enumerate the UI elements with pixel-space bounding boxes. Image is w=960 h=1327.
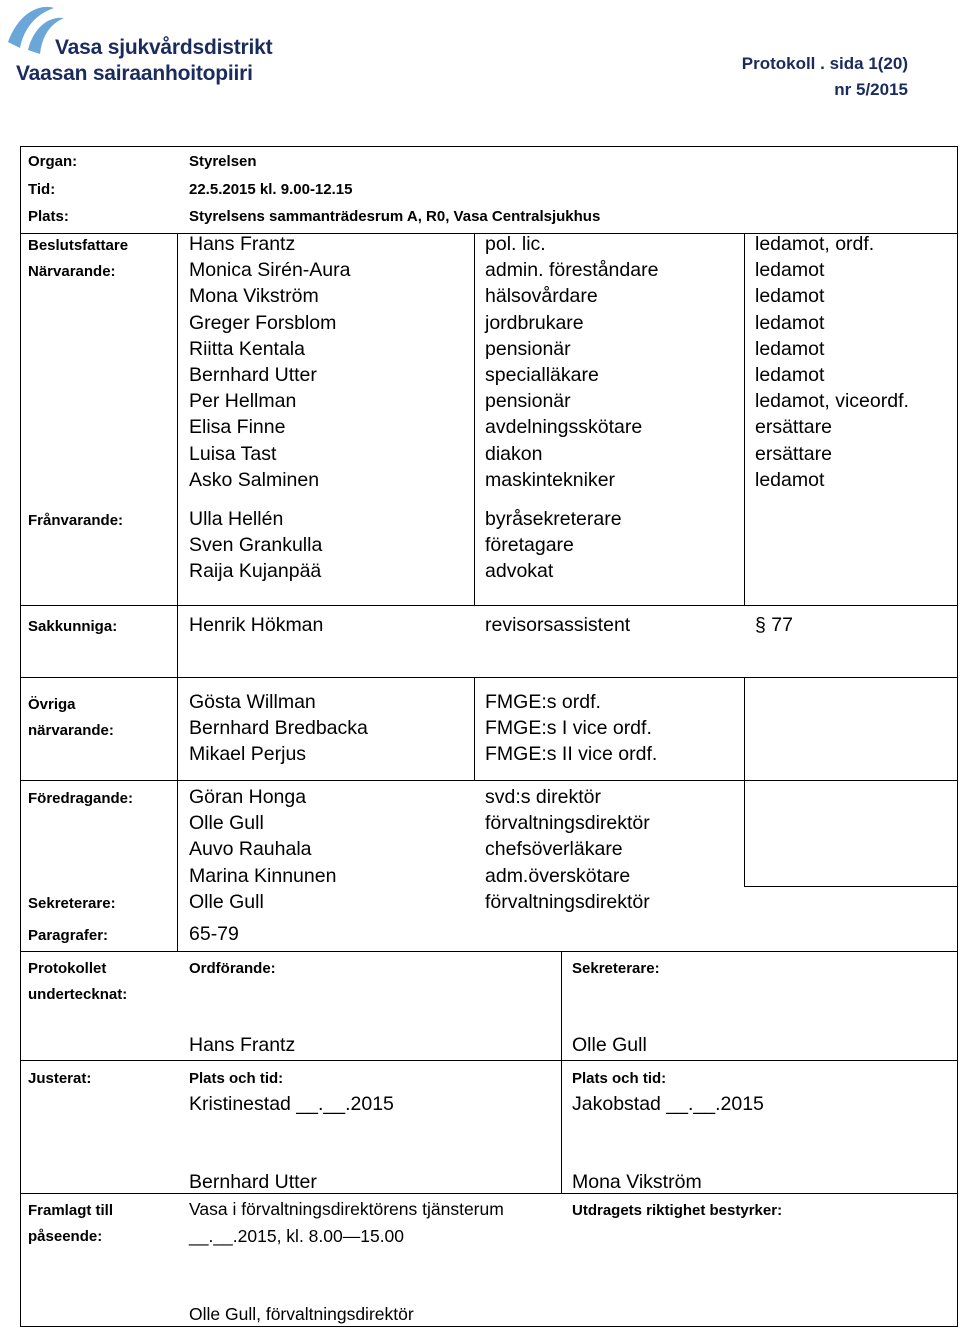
- present-role: ledamot: [755, 285, 825, 308]
- present-role: ledamot: [755, 468, 825, 491]
- decision-makers-label: Beslutsfattare: [28, 237, 129, 254]
- expert-name: Henrik Hökman: [189, 614, 324, 636]
- presenter-name: Göran Honga: [189, 786, 307, 808]
- present-title: pensionär: [485, 390, 571, 413]
- absent-title: byråsekreterare: [485, 508, 622, 530]
- present-label: Närvarande:: [28, 263, 116, 280]
- other-name: Gösta Willman: [189, 691, 316, 713]
- present-title: avdelningsskötare: [485, 416, 643, 439]
- signed-secretary-name: Olle Gull: [572, 1034, 647, 1056]
- absent-title: advokat: [485, 560, 554, 583]
- paragraphs-value: 65-79: [189, 923, 239, 945]
- absent-names: [189, 506, 322, 585]
- presenter-title: adm.överskötare: [485, 864, 631, 887]
- secretary-title: förvaltningsdirektör: [485, 891, 650, 913]
- present-name: Luisa Tast: [189, 442, 277, 465]
- protocol-page: Protokoll . sida 1(20): [741, 54, 908, 73]
- signed-label-1: Protokollet: [28, 960, 107, 977]
- presenters-titles: [485, 784, 650, 889]
- org-name-sv: Vasa sjukvårdsdistrikt: [55, 36, 273, 59]
- place-time-value-2: Jakobstad __.__.2015: [572, 1093, 764, 1115]
- chair-name: Hans Frantz: [189, 1034, 296, 1056]
- presenter-title: svd:s direktör: [485, 786, 601, 808]
- present-name: Elisa Finne: [189, 416, 286, 439]
- adjuster-name-1: Bernhard Utter: [189, 1171, 317, 1193]
- adjuster-name-2: Mona Vikström: [572, 1171, 702, 1193]
- present-name: Riitta Kentala: [189, 337, 305, 360]
- presenter-name: Auvo Rauhala: [189, 838, 312, 861]
- present-name: Asko Salminen: [189, 468, 320, 491]
- presenter-name: Marina Kinnunen: [189, 864, 337, 887]
- org-name-fi: Vaasan sairaanhoitopiiri: [16, 62, 253, 85]
- present-title: pol. lic.: [485, 233, 546, 255]
- time-label: Tid:: [28, 181, 56, 198]
- place-label: Plats:: [28, 208, 69, 225]
- present-name: Per Hellman: [189, 390, 297, 413]
- absent-name: Ulla Hellén: [189, 508, 284, 530]
- experts-label: Sakkunniga:: [28, 618, 118, 635]
- present-roles: [755, 231, 909, 493]
- absent-titles: [485, 506, 622, 585]
- presenter-title: förvaltningsdirektör: [485, 812, 650, 835]
- chair-label: Ordförande:: [189, 960, 276, 977]
- present-role: ersättare: [755, 416, 832, 439]
- organ-value: Styrelsen: [189, 153, 257, 170]
- certified-label: Utdragets riktighet bestyrker:: [572, 1202, 783, 1219]
- absent-label: Frånvarande:: [28, 512, 124, 529]
- present-title: maskintekniker: [485, 468, 616, 491]
- place-time-value-1: Kristinestad __.__.2015: [189, 1093, 394, 1115]
- others-names: [189, 689, 368, 768]
- protocol-number: nr 5/2015: [834, 80, 908, 99]
- other-title: FMGE:s II vice ordf.: [485, 743, 658, 766]
- present-role: ledamot, viceordf.: [755, 390, 909, 413]
- present-titles: [485, 231, 658, 493]
- signed-secretary-label: Sekreterare:: [572, 960, 660, 977]
- secretary-name: Olle Gull: [189, 891, 264, 913]
- presenters-names: [189, 784, 336, 889]
- present-role: ledamot: [755, 259, 825, 282]
- others-titles: [485, 689, 657, 768]
- other-title: FMGE:s ordf.: [485, 691, 601, 713]
- certified-signer: Olle Gull, förvaltningsdirektör: [189, 1304, 414, 1324]
- present-title: hälsovårdare: [485, 285, 598, 308]
- organ-label: Organ:: [28, 153, 78, 170]
- present-title: pensionär: [485, 337, 571, 360]
- public-location: Vasa i förvaltningsdirektörens tjänsterum: [189, 1199, 504, 1219]
- present-names: [189, 231, 350, 493]
- signed-label-2: undertecknat:: [28, 986, 128, 1003]
- others-label-1: Övriga: [28, 696, 76, 713]
- time-value: 22.5.2015 kl. 9.00-12.15: [189, 181, 353, 198]
- present-role: ledamot: [755, 363, 825, 386]
- adjusted-label: Justerat:: [28, 1070, 92, 1087]
- public-date: __.__.2015, kl. 8.00—15.00: [189, 1226, 405, 1246]
- present-title: admin. föreståndare: [485, 259, 659, 282]
- place-time-label-1: Plats och tid:: [189, 1070, 284, 1087]
- expert-title: revisorsassistent: [485, 614, 631, 636]
- present-name: Mona Vikström: [189, 285, 319, 308]
- present-role: ledamot, ordf.: [755, 233, 875, 255]
- absent-title: företagare: [485, 534, 574, 557]
- other-title: FMGE:s I vice ordf.: [485, 717, 652, 740]
- secretary-label: Sekreterare:: [28, 895, 116, 912]
- place-time-label-2: Plats och tid:: [572, 1070, 667, 1087]
- others-label-2: närvarande:: [28, 722, 114, 739]
- present-role: ledamot: [755, 311, 825, 334]
- paragraphs-label: Paragrafer:: [28, 927, 109, 944]
- public-label-1: Framlagt till: [28, 1202, 114, 1219]
- present-title: diakon: [485, 442, 543, 465]
- presenters-label: Föredragande:: [28, 790, 134, 807]
- present-title: jordbrukare: [485, 311, 584, 334]
- present-name: Monica Sirén-Aura: [189, 259, 351, 282]
- expert-paragraph: § 77: [755, 614, 793, 636]
- other-name: Bernhard Bredbacka: [189, 717, 368, 740]
- present-role: ersättare: [755, 442, 832, 465]
- present-name: Bernhard Utter: [189, 363, 317, 386]
- absent-name: Sven Grankulla: [189, 534, 323, 557]
- present-title: specialläkare: [485, 363, 599, 386]
- presenter-name: Olle Gull: [189, 812, 264, 835]
- presenter-title: chefsöverläkare: [485, 838, 623, 861]
- absent-name: Raija Kujanpää: [189, 560, 322, 583]
- public-label-2: påseende:: [28, 1228, 103, 1245]
- present-role: ledamot: [755, 337, 825, 360]
- present-name: Hans Frantz: [189, 233, 296, 255]
- other-name: Mikael Perjus: [189, 743, 307, 766]
- present-name: Greger Forsblom: [189, 311, 337, 334]
- place-value: Styrelsens sammanträdesrum A, R0, Vasa Centralsjukhus: [189, 208, 601, 225]
